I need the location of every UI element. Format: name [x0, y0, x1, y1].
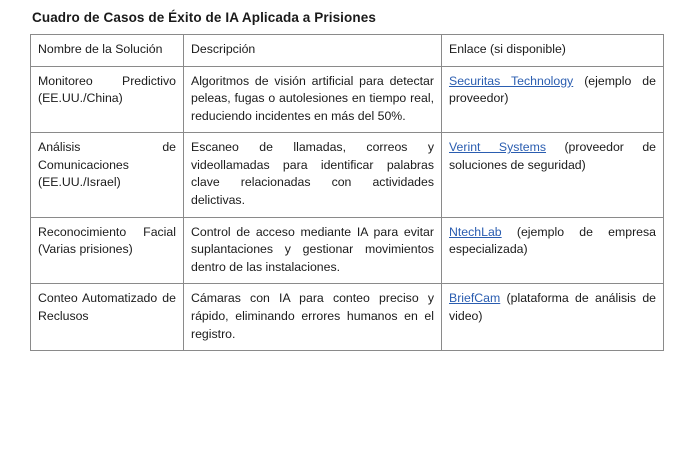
description-text: Cámaras con IA para conteo preciso y rápido, eliminando errores humanos en el registro.: [191, 291, 434, 341]
column-header-link: [442, 35, 664, 67]
link-ntechlab[interactable]: NtechLab: [449, 224, 502, 239]
cell-description: [184, 66, 442, 133]
cell-solution-name: [31, 284, 184, 351]
link-note: (plataforma de análisis de video): [449, 291, 656, 323]
cell-solution-name: [31, 217, 184, 284]
cell-link: [442, 284, 664, 351]
table-row: [31, 284, 664, 351]
solution-name-text: Análisis de Comunicaciones (EE.UU./Israel): [38, 140, 176, 190]
description-text: Escaneo de llamadas, correos y videollamadas para identificar palabras clave relacionadas con actividades delictivas.: [191, 140, 434, 208]
table-header-row: [31, 35, 664, 67]
link-securitas-technology[interactable]: Securitas Technology: [449, 73, 574, 88]
column-header-description-label: Descripción: [191, 42, 256, 56]
table-row: [31, 217, 664, 284]
cell-description: [184, 133, 442, 217]
column-header-link-label: Enlace (si disponible): [449, 42, 566, 56]
solution-name-text: Conteo Automatizado de Reclusos: [38, 291, 176, 323]
table-row: [31, 66, 664, 133]
cell-link: [442, 66, 664, 133]
table-row: [31, 133, 664, 217]
cell-description: [184, 217, 442, 284]
column-header-name: [31, 35, 184, 67]
cell-solution-name: [31, 133, 184, 217]
link-briefcam[interactable]: BriefCam: [449, 291, 501, 306]
cell-link: [442, 217, 664, 284]
description-text: Control de acceso mediante IA para evitar suplantaciones y gestionar movimientos dentro de las instalaciones.: [191, 224, 434, 274]
success-cases-table: [30, 34, 664, 351]
solution-name-text: Monitoreo Predictivo (EE.UU./China): [38, 73, 176, 106]
column-header-description: [184, 35, 442, 67]
cell-link: [442, 133, 664, 217]
link-note: (ejemplo de proveedor): [449, 73, 656, 106]
cell-solution-name: [31, 66, 184, 133]
description-text: Algoritmos de visión artificial para detectar peleas, fugas o autolesiones en tiempo real, reduciendo incidentes en más del 50%.: [191, 73, 434, 123]
column-header-name-label: Nombre de la Solución: [38, 42, 163, 56]
link-note: (ejemplo de empresa especializada): [449, 224, 657, 257]
cell-description: [184, 284, 442, 351]
page-title: Cuadro de Casos de Éxito de IA Aplicada a Prisiones: [32, 10, 376, 25]
solution-name-text: Reconocimiento Facial (Varias prisiones): [38, 224, 176, 257]
link-note: (proveedor de soluciones de seguridad): [449, 140, 656, 172]
link-verint-systems[interactable]: Verint Systems: [449, 140, 547, 155]
